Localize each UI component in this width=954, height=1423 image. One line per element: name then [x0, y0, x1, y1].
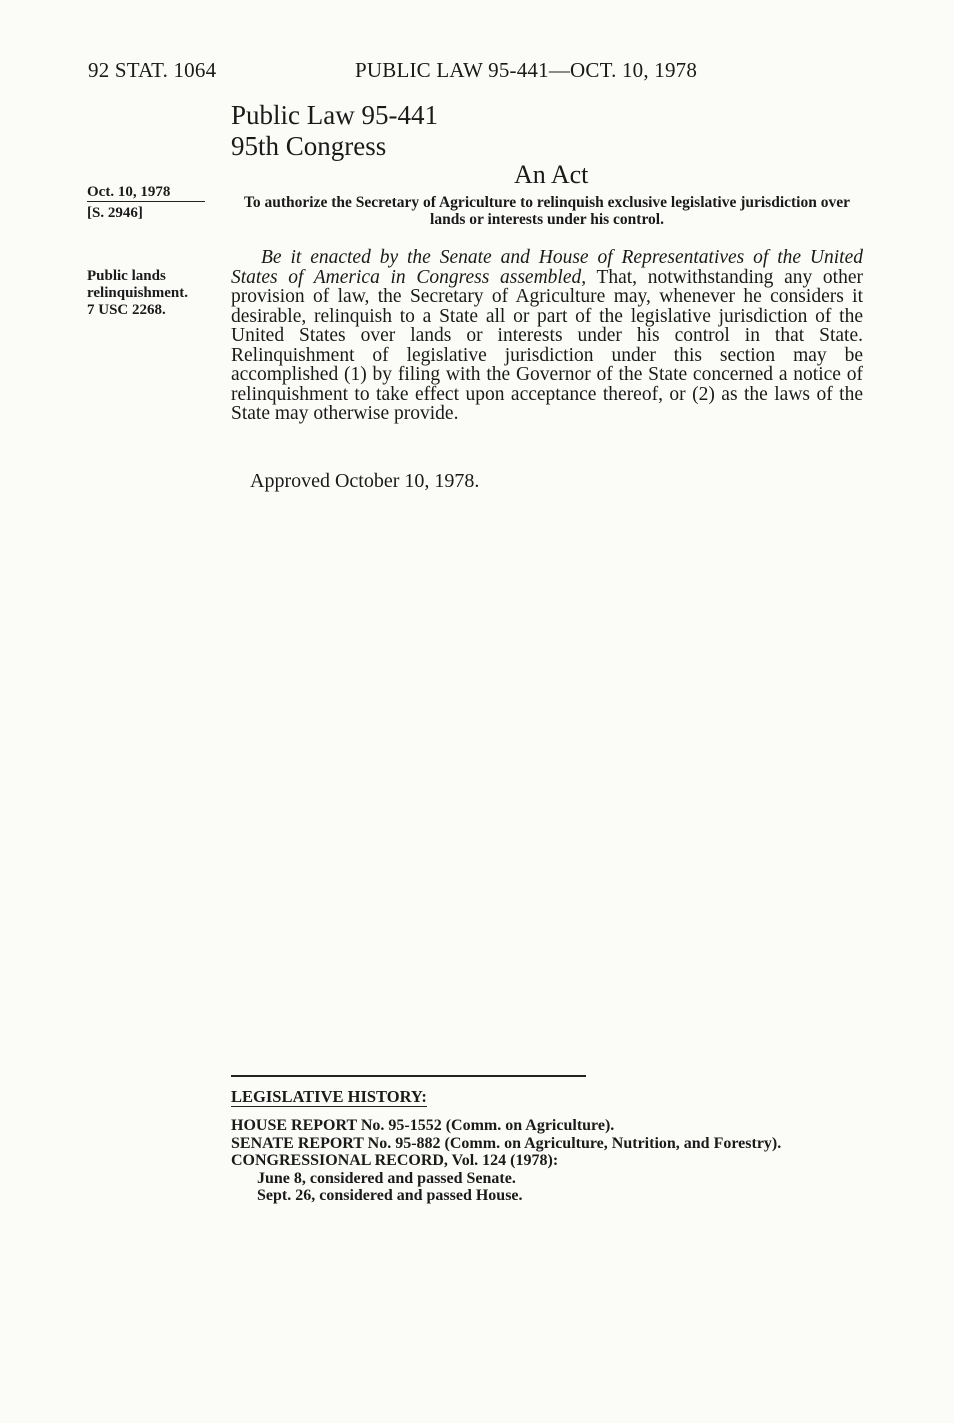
- margin-topic-line1: Public lands: [87, 268, 166, 284]
- history-senate-report: SENATE REPORT No. 95-882 (Comm. on Agriculture, Nutrition, and Forestry).: [231, 1134, 782, 1152]
- running-header: PUBLIC LAW 95-441—OCT. 10, 1978: [355, 58, 698, 82]
- enacting-clause: Be it enacted by the Senate and House of Representatives of the United States of America in Congress assembled,: [231, 247, 863, 288]
- act-purpose: To authorize the Secretary of Agriculture to relinquish exclusive legislative jurisdiction over lands or interests under his control.: [243, 194, 850, 228]
- margin-date: Oct. 10, 1978: [87, 184, 205, 202]
- enacting-paragraph: [231, 248, 863, 424]
- margin-usc: 7 USC 2268.: [87, 302, 166, 318]
- history-congressional-record: CONGRESSIONAL RECORD, Vol. 124 (1978):: [231, 1152, 559, 1169]
- history-record-item: Sept. 26, considered and passed House.: [257, 1187, 523, 1204]
- an-act-heading: An Act: [514, 160, 589, 189]
- history-house-report: HOUSE REPORT No. 95-1552 (Comm. on Agriculture).: [231, 1117, 615, 1134]
- margin-topic-line2: relinquishment.: [87, 285, 188, 301]
- history-title: [231, 1087, 427, 1107]
- history-record-item: June 8, considered and passed Senate.: [257, 1169, 516, 1187]
- margin-topic-note: [87, 268, 217, 319]
- history-divider: [231, 1075, 586, 1077]
- history-title-text: LEGISLATIVE HISTORY:: [231, 1087, 427, 1106]
- enacting-body: That, notwithstanding any other provision of law, the Secretary of Agriculture may, whenever he considers it desirable, relinquish to a State all or part of the legislative jurisdiction of the United States over lands or interests under his control in that State. Relinquishment of legislative jurisdiction under this section may be accomplished (1) by filing with the Governor of the State concerned a notice of relinquishment to take effect upon acceptance thereof, or (2) as the laws of the State may otherwise provide.: [231, 266, 863, 424]
- history-list: [231, 1117, 781, 1205]
- congress-title: 95th Congress: [231, 131, 387, 161]
- public-law-title: Public Law 95-441: [231, 100, 438, 130]
- margin-bill-number: [S. 2946]: [87, 205, 143, 221]
- approval-line: Approved October 10, 1978.: [250, 470, 480, 492]
- page-citation: 92 STAT. 1064: [88, 58, 217, 82]
